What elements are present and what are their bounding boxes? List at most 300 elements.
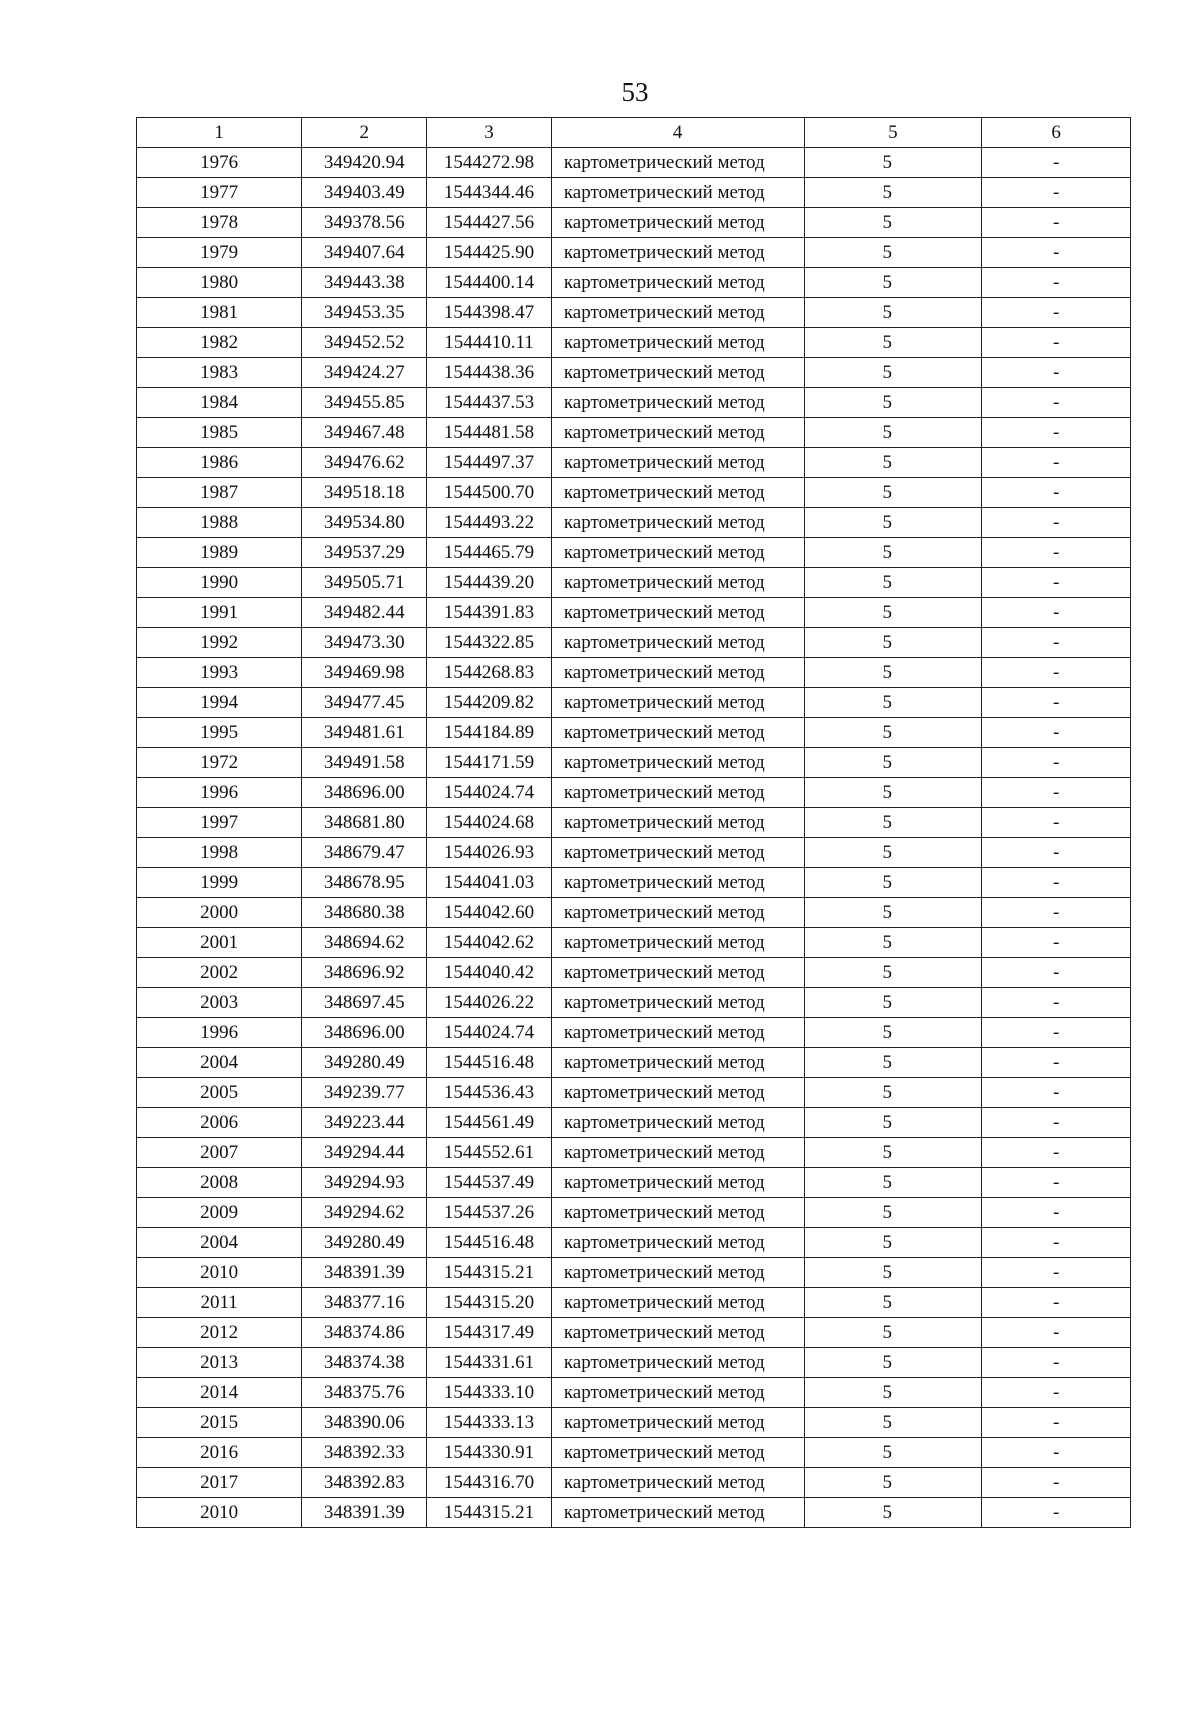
y-coordinate-cell: 1544398.47 [427, 298, 552, 328]
point-number-cell: 1998 [137, 838, 302, 868]
note-cell: - [982, 1108, 1131, 1138]
x-coordinate-cell: 349223.44 [302, 1108, 427, 1138]
point-number-cell: 2007 [137, 1138, 302, 1168]
method-cell: картометрический метод [551, 1018, 804, 1048]
point-number-cell: 2000 [137, 898, 302, 928]
accuracy-cell: 5 [804, 418, 982, 448]
method-cell: картометрический метод [551, 238, 804, 268]
point-number-cell: 2003 [137, 988, 302, 1018]
header-col-3: 3 [427, 118, 552, 148]
accuracy-cell: 5 [804, 328, 982, 358]
table-row [137, 148, 1131, 178]
method-cell: картометрический метод [551, 868, 804, 898]
method-cell: картометрический метод [551, 1468, 804, 1498]
point-number-cell: 1972 [137, 748, 302, 778]
y-coordinate-cell: 1544171.59 [427, 748, 552, 778]
accuracy-cell: 5 [804, 538, 982, 568]
y-coordinate-cell: 1544322.85 [427, 628, 552, 658]
y-coordinate-cell: 1544026.93 [427, 838, 552, 868]
note-cell: - [982, 778, 1131, 808]
note-cell: - [982, 1408, 1131, 1438]
header-col-4: 4 [551, 118, 804, 148]
table-row [137, 388, 1131, 418]
note-cell: - [982, 1498, 1131, 1528]
accuracy-cell: 5 [804, 148, 982, 178]
table-row [137, 658, 1131, 688]
coordinates-table [136, 117, 1131, 1528]
x-coordinate-cell: 349481.61 [302, 718, 427, 748]
x-coordinate-cell: 349482.44 [302, 598, 427, 628]
point-number-cell: 2010 [137, 1258, 302, 1288]
x-coordinate-cell: 349280.49 [302, 1048, 427, 1078]
y-coordinate-cell: 1544041.03 [427, 868, 552, 898]
y-coordinate-cell: 1544209.82 [427, 688, 552, 718]
note-cell: - [982, 1018, 1131, 1048]
table-row [137, 1378, 1131, 1408]
method-cell: картометрический метод [551, 1378, 804, 1408]
point-number-cell: 1982 [137, 328, 302, 358]
accuracy-cell: 5 [804, 208, 982, 238]
header-col-6: 6 [982, 118, 1131, 148]
y-coordinate-cell: 1544026.22 [427, 988, 552, 1018]
method-cell: картометрический метод [551, 328, 804, 358]
method-cell: картометрический метод [551, 208, 804, 238]
accuracy-cell: 5 [804, 568, 982, 598]
point-number-cell: 1978 [137, 208, 302, 238]
table-row [137, 178, 1131, 208]
header-col-2: 2 [302, 118, 427, 148]
x-coordinate-cell: 349469.98 [302, 658, 427, 688]
point-number-cell: 2009 [137, 1198, 302, 1228]
method-cell: картометрический метод [551, 808, 804, 838]
y-coordinate-cell: 1544316.70 [427, 1468, 552, 1498]
method-cell: картометрический метод [551, 268, 804, 298]
x-coordinate-cell: 348696.00 [302, 778, 427, 808]
accuracy-cell: 5 [804, 268, 982, 298]
accuracy-cell: 5 [804, 718, 982, 748]
method-cell: картометрический метод [551, 658, 804, 688]
note-cell: - [982, 1468, 1131, 1498]
y-coordinate-cell: 1544493.22 [427, 508, 552, 538]
accuracy-cell: 5 [804, 1138, 982, 1168]
method-cell: картометрический метод [551, 718, 804, 748]
point-number-cell: 2012 [137, 1318, 302, 1348]
note-cell: - [982, 808, 1131, 838]
table-row [137, 778, 1131, 808]
point-number-cell: 2016 [137, 1438, 302, 1468]
method-cell: картометрический метод [551, 358, 804, 388]
note-cell: - [982, 238, 1131, 268]
method-cell: картометрический метод [551, 958, 804, 988]
x-coordinate-cell: 349294.44 [302, 1138, 427, 1168]
accuracy-cell: 5 [804, 868, 982, 898]
method-cell: картометрический метод [551, 1228, 804, 1258]
method-cell: картометрический метод [551, 1348, 804, 1378]
point-number-cell: 2005 [137, 1078, 302, 1108]
point-number-cell: 1995 [137, 718, 302, 748]
note-cell: - [982, 1288, 1131, 1318]
note-cell: - [982, 658, 1131, 688]
method-cell: картометрический метод [551, 448, 804, 478]
x-coordinate-cell: 348694.62 [302, 928, 427, 958]
accuracy-cell: 5 [804, 628, 982, 658]
note-cell: - [982, 868, 1131, 898]
x-coordinate-cell: 349467.48 [302, 418, 427, 448]
accuracy-cell: 5 [804, 1078, 982, 1108]
point-number-cell: 1990 [137, 568, 302, 598]
table-row [137, 628, 1131, 658]
note-cell: - [982, 1228, 1131, 1258]
note-cell: - [982, 208, 1131, 238]
table-row [137, 1318, 1131, 1348]
accuracy-cell: 5 [804, 1228, 982, 1258]
x-coordinate-cell: 348392.33 [302, 1438, 427, 1468]
point-number-cell: 2006 [137, 1108, 302, 1138]
note-cell: - [982, 508, 1131, 538]
method-cell: картометрический метод [551, 178, 804, 208]
note-cell: - [982, 538, 1131, 568]
note-cell: - [982, 1198, 1131, 1228]
table-row [137, 1078, 1131, 1108]
x-coordinate-cell: 349424.27 [302, 358, 427, 388]
method-cell: картометрический метод [551, 538, 804, 568]
point-number-cell: 2002 [137, 958, 302, 988]
point-number-cell: 2004 [137, 1228, 302, 1258]
table-row [137, 538, 1131, 568]
method-cell: картометрический метод [551, 508, 804, 538]
accuracy-cell: 5 [804, 958, 982, 988]
note-cell: - [982, 418, 1131, 448]
method-cell: картометрический метод [551, 1078, 804, 1108]
header-col-1: 1 [137, 118, 302, 148]
x-coordinate-cell: 348678.95 [302, 868, 427, 898]
note-cell: - [982, 478, 1131, 508]
x-coordinate-cell: 348392.83 [302, 1468, 427, 1498]
note-cell: - [982, 928, 1131, 958]
table-row [137, 868, 1131, 898]
header-col-5: 5 [804, 118, 982, 148]
y-coordinate-cell: 1544315.21 [427, 1258, 552, 1288]
table-row [137, 328, 1131, 358]
note-cell: - [982, 898, 1131, 928]
x-coordinate-cell: 349518.18 [302, 478, 427, 508]
table-row [137, 1468, 1131, 1498]
note-cell: - [982, 448, 1131, 478]
x-coordinate-cell: 349378.56 [302, 208, 427, 238]
table-row [137, 808, 1131, 838]
point-number-cell: 1985 [137, 418, 302, 448]
x-coordinate-cell: 349407.64 [302, 238, 427, 268]
y-coordinate-cell: 1544344.46 [427, 178, 552, 208]
x-coordinate-cell: 348696.92 [302, 958, 427, 988]
note-cell: - [982, 1168, 1131, 1198]
x-coordinate-cell: 348679.47 [302, 838, 427, 868]
table-row [137, 1018, 1131, 1048]
y-coordinate-cell: 1544552.61 [427, 1138, 552, 1168]
point-number-cell: 1977 [137, 178, 302, 208]
x-coordinate-cell: 349294.62 [302, 1198, 427, 1228]
table-row [137, 1258, 1131, 1288]
point-number-cell: 1984 [137, 388, 302, 418]
accuracy-cell: 5 [804, 1258, 982, 1288]
x-coordinate-cell: 348696.00 [302, 1018, 427, 1048]
accuracy-cell: 5 [804, 1168, 982, 1198]
y-coordinate-cell: 1544042.62 [427, 928, 552, 958]
accuracy-cell: 5 [804, 1018, 982, 1048]
method-cell: картометрический метод [551, 298, 804, 328]
point-number-cell: 1989 [137, 538, 302, 568]
method-cell: картометрический метод [551, 598, 804, 628]
note-cell: - [982, 358, 1131, 388]
accuracy-cell: 5 [804, 838, 982, 868]
note-cell: - [982, 988, 1131, 1018]
point-number-cell: 2013 [137, 1348, 302, 1378]
y-coordinate-cell: 1544333.13 [427, 1408, 552, 1438]
y-coordinate-cell: 1544184.89 [427, 718, 552, 748]
y-coordinate-cell: 1544536.43 [427, 1078, 552, 1108]
x-coordinate-cell: 349455.85 [302, 388, 427, 418]
table-row [137, 1138, 1131, 1168]
x-coordinate-cell: 348374.38 [302, 1348, 427, 1378]
accuracy-cell: 5 [804, 658, 982, 688]
method-cell: картометрический метод [551, 838, 804, 868]
accuracy-cell: 5 [804, 508, 982, 538]
accuracy-cell: 5 [804, 1378, 982, 1408]
point-number-cell: 2001 [137, 928, 302, 958]
table-row [137, 268, 1131, 298]
point-number-cell: 1993 [137, 658, 302, 688]
accuracy-cell: 5 [804, 1318, 982, 1348]
accuracy-cell: 5 [804, 598, 982, 628]
x-coordinate-cell: 349294.93 [302, 1168, 427, 1198]
point-number-cell: 1996 [137, 1018, 302, 1048]
method-cell: картометрический метод [551, 1198, 804, 1228]
note-cell: - [982, 148, 1131, 178]
note-cell: - [982, 748, 1131, 778]
y-coordinate-cell: 1544042.60 [427, 898, 552, 928]
note-cell: - [982, 1138, 1131, 1168]
x-coordinate-cell: 349491.58 [302, 748, 427, 778]
x-coordinate-cell: 348391.39 [302, 1258, 427, 1288]
method-cell: картометрический метод [551, 1138, 804, 1168]
point-number-cell: 1999 [137, 868, 302, 898]
table-row [137, 208, 1131, 238]
table-row [137, 838, 1131, 868]
note-cell: - [982, 1048, 1131, 1078]
note-cell: - [982, 568, 1131, 598]
y-coordinate-cell: 1544516.48 [427, 1228, 552, 1258]
method-cell: картометрический метод [551, 1498, 804, 1528]
note-cell: - [982, 328, 1131, 358]
method-cell: картометрический метод [551, 988, 804, 1018]
accuracy-cell: 5 [804, 448, 982, 478]
accuracy-cell: 5 [804, 388, 982, 418]
table-row [137, 748, 1131, 778]
x-coordinate-cell: 348375.76 [302, 1378, 427, 1408]
y-coordinate-cell: 1544315.21 [427, 1498, 552, 1528]
method-cell: картометрический метод [551, 688, 804, 718]
accuracy-cell: 5 [804, 1288, 982, 1318]
method-cell: картометрический метод [551, 1108, 804, 1138]
point-number-cell: 1991 [137, 598, 302, 628]
point-number-cell: 1986 [137, 448, 302, 478]
accuracy-cell: 5 [804, 1498, 982, 1528]
header-row [137, 118, 1131, 148]
table-row [137, 1348, 1131, 1378]
y-coordinate-cell: 1544315.20 [427, 1288, 552, 1318]
x-coordinate-cell: 349534.80 [302, 508, 427, 538]
accuracy-cell: 5 [804, 1468, 982, 1498]
accuracy-cell: 5 [804, 808, 982, 838]
accuracy-cell: 5 [804, 1438, 982, 1468]
y-coordinate-cell: 1544516.48 [427, 1048, 552, 1078]
x-coordinate-cell: 349403.49 [302, 178, 427, 208]
point-number-cell: 1994 [137, 688, 302, 718]
y-coordinate-cell: 1544272.98 [427, 148, 552, 178]
x-coordinate-cell: 349473.30 [302, 628, 427, 658]
point-number-cell: 2014 [137, 1378, 302, 1408]
y-coordinate-cell: 1544400.14 [427, 268, 552, 298]
table-row [137, 1438, 1131, 1468]
page-number: 53 [621, 77, 649, 107]
x-coordinate-cell: 349443.38 [302, 268, 427, 298]
accuracy-cell: 5 [804, 298, 982, 328]
method-cell: картометрический метод [551, 748, 804, 778]
point-number-cell: 1988 [137, 508, 302, 538]
table-row [137, 688, 1131, 718]
point-number-cell: 1992 [137, 628, 302, 658]
x-coordinate-cell: 349239.77 [302, 1078, 427, 1108]
y-coordinate-cell: 1544439.20 [427, 568, 552, 598]
y-coordinate-cell: 1544561.49 [427, 1108, 552, 1138]
method-cell: картометрический метод [551, 1048, 804, 1078]
y-coordinate-cell: 1544481.58 [427, 418, 552, 448]
x-coordinate-cell: 348697.45 [302, 988, 427, 1018]
method-cell: картометрический метод [551, 148, 804, 178]
y-coordinate-cell: 1544410.11 [427, 328, 552, 358]
method-cell: картометрический метод [551, 1258, 804, 1288]
point-number-cell: 2017 [137, 1468, 302, 1498]
note-cell: - [982, 958, 1131, 988]
point-number-cell: 1996 [137, 778, 302, 808]
method-cell: картометрический метод [551, 418, 804, 448]
y-coordinate-cell: 1544024.74 [427, 1018, 552, 1048]
x-coordinate-cell: 349280.49 [302, 1228, 427, 1258]
point-number-cell: 1997 [137, 808, 302, 838]
x-coordinate-cell: 348390.06 [302, 1408, 427, 1438]
note-cell: - [982, 1258, 1131, 1288]
point-number-cell: 1987 [137, 478, 302, 508]
method-cell: картометрический метод [551, 388, 804, 418]
point-number-cell: 2004 [137, 1048, 302, 1078]
table-row [137, 1108, 1131, 1138]
note-cell: - [982, 1378, 1131, 1408]
table-row [137, 238, 1131, 268]
method-cell: картометрический метод [551, 1288, 804, 1318]
table-header [137, 118, 1131, 148]
method-cell: картометрический метод [551, 568, 804, 598]
table-row [137, 958, 1131, 988]
y-coordinate-cell: 1544497.37 [427, 448, 552, 478]
x-coordinate-cell: 349505.71 [302, 568, 427, 598]
y-coordinate-cell: 1544024.68 [427, 808, 552, 838]
y-coordinate-cell: 1544537.49 [427, 1168, 552, 1198]
x-coordinate-cell: 348377.16 [302, 1288, 427, 1318]
y-coordinate-cell: 1544465.79 [427, 538, 552, 568]
note-cell: - [982, 688, 1131, 718]
x-coordinate-cell: 349420.94 [302, 148, 427, 178]
table-row [137, 448, 1131, 478]
note-cell: - [982, 388, 1131, 418]
y-coordinate-cell: 1544333.10 [427, 1378, 552, 1408]
x-coordinate-cell: 348374.86 [302, 1318, 427, 1348]
y-coordinate-cell: 1544391.83 [427, 598, 552, 628]
table-row [137, 1168, 1131, 1198]
y-coordinate-cell: 1544427.56 [427, 208, 552, 238]
x-coordinate-cell: 348680.38 [302, 898, 427, 928]
table-row [137, 1498, 1131, 1528]
point-number-cell: 2010 [137, 1498, 302, 1528]
table-row [137, 1198, 1131, 1228]
method-cell: картометрический метод [551, 1438, 804, 1468]
x-coordinate-cell: 349453.35 [302, 298, 427, 328]
y-coordinate-cell: 1544437.53 [427, 388, 552, 418]
accuracy-cell: 5 [804, 778, 982, 808]
accuracy-cell: 5 [804, 358, 982, 388]
table-row [137, 418, 1131, 448]
point-number-cell: 1983 [137, 358, 302, 388]
table-row [137, 508, 1131, 538]
table-row [137, 718, 1131, 748]
note-cell: - [982, 838, 1131, 868]
y-coordinate-cell: 1544438.36 [427, 358, 552, 388]
table-row [137, 568, 1131, 598]
accuracy-cell: 5 [804, 178, 982, 208]
accuracy-cell: 5 [804, 1348, 982, 1378]
accuracy-cell: 5 [804, 478, 982, 508]
point-number-cell: 1980 [137, 268, 302, 298]
method-cell: картометрический метод [551, 898, 804, 928]
x-coordinate-cell: 348681.80 [302, 808, 427, 838]
table-row [137, 358, 1131, 388]
table-row [137, 1228, 1131, 1258]
note-cell: - [982, 268, 1131, 298]
x-coordinate-cell: 349477.45 [302, 688, 427, 718]
table-row [137, 1048, 1131, 1078]
accuracy-cell: 5 [804, 748, 982, 778]
point-number-cell: 1981 [137, 298, 302, 328]
table-row [137, 898, 1131, 928]
table-row [137, 1288, 1131, 1318]
accuracy-cell: 5 [804, 688, 982, 718]
method-cell: картометрический метод [551, 628, 804, 658]
note-cell: - [982, 1078, 1131, 1108]
x-coordinate-cell: 349537.29 [302, 538, 427, 568]
note-cell: - [982, 1438, 1131, 1468]
table-row [137, 298, 1131, 328]
y-coordinate-cell: 1544425.90 [427, 238, 552, 268]
note-cell: - [982, 1318, 1131, 1348]
method-cell: картометрический метод [551, 478, 804, 508]
point-number-cell: 1979 [137, 238, 302, 268]
x-coordinate-cell: 349452.52 [302, 328, 427, 358]
note-cell: - [982, 298, 1131, 328]
accuracy-cell: 5 [804, 1108, 982, 1138]
method-cell: картометрический метод [551, 1408, 804, 1438]
note-cell: - [982, 628, 1131, 658]
y-coordinate-cell: 1544537.26 [427, 1198, 552, 1228]
point-number-cell: 2008 [137, 1168, 302, 1198]
